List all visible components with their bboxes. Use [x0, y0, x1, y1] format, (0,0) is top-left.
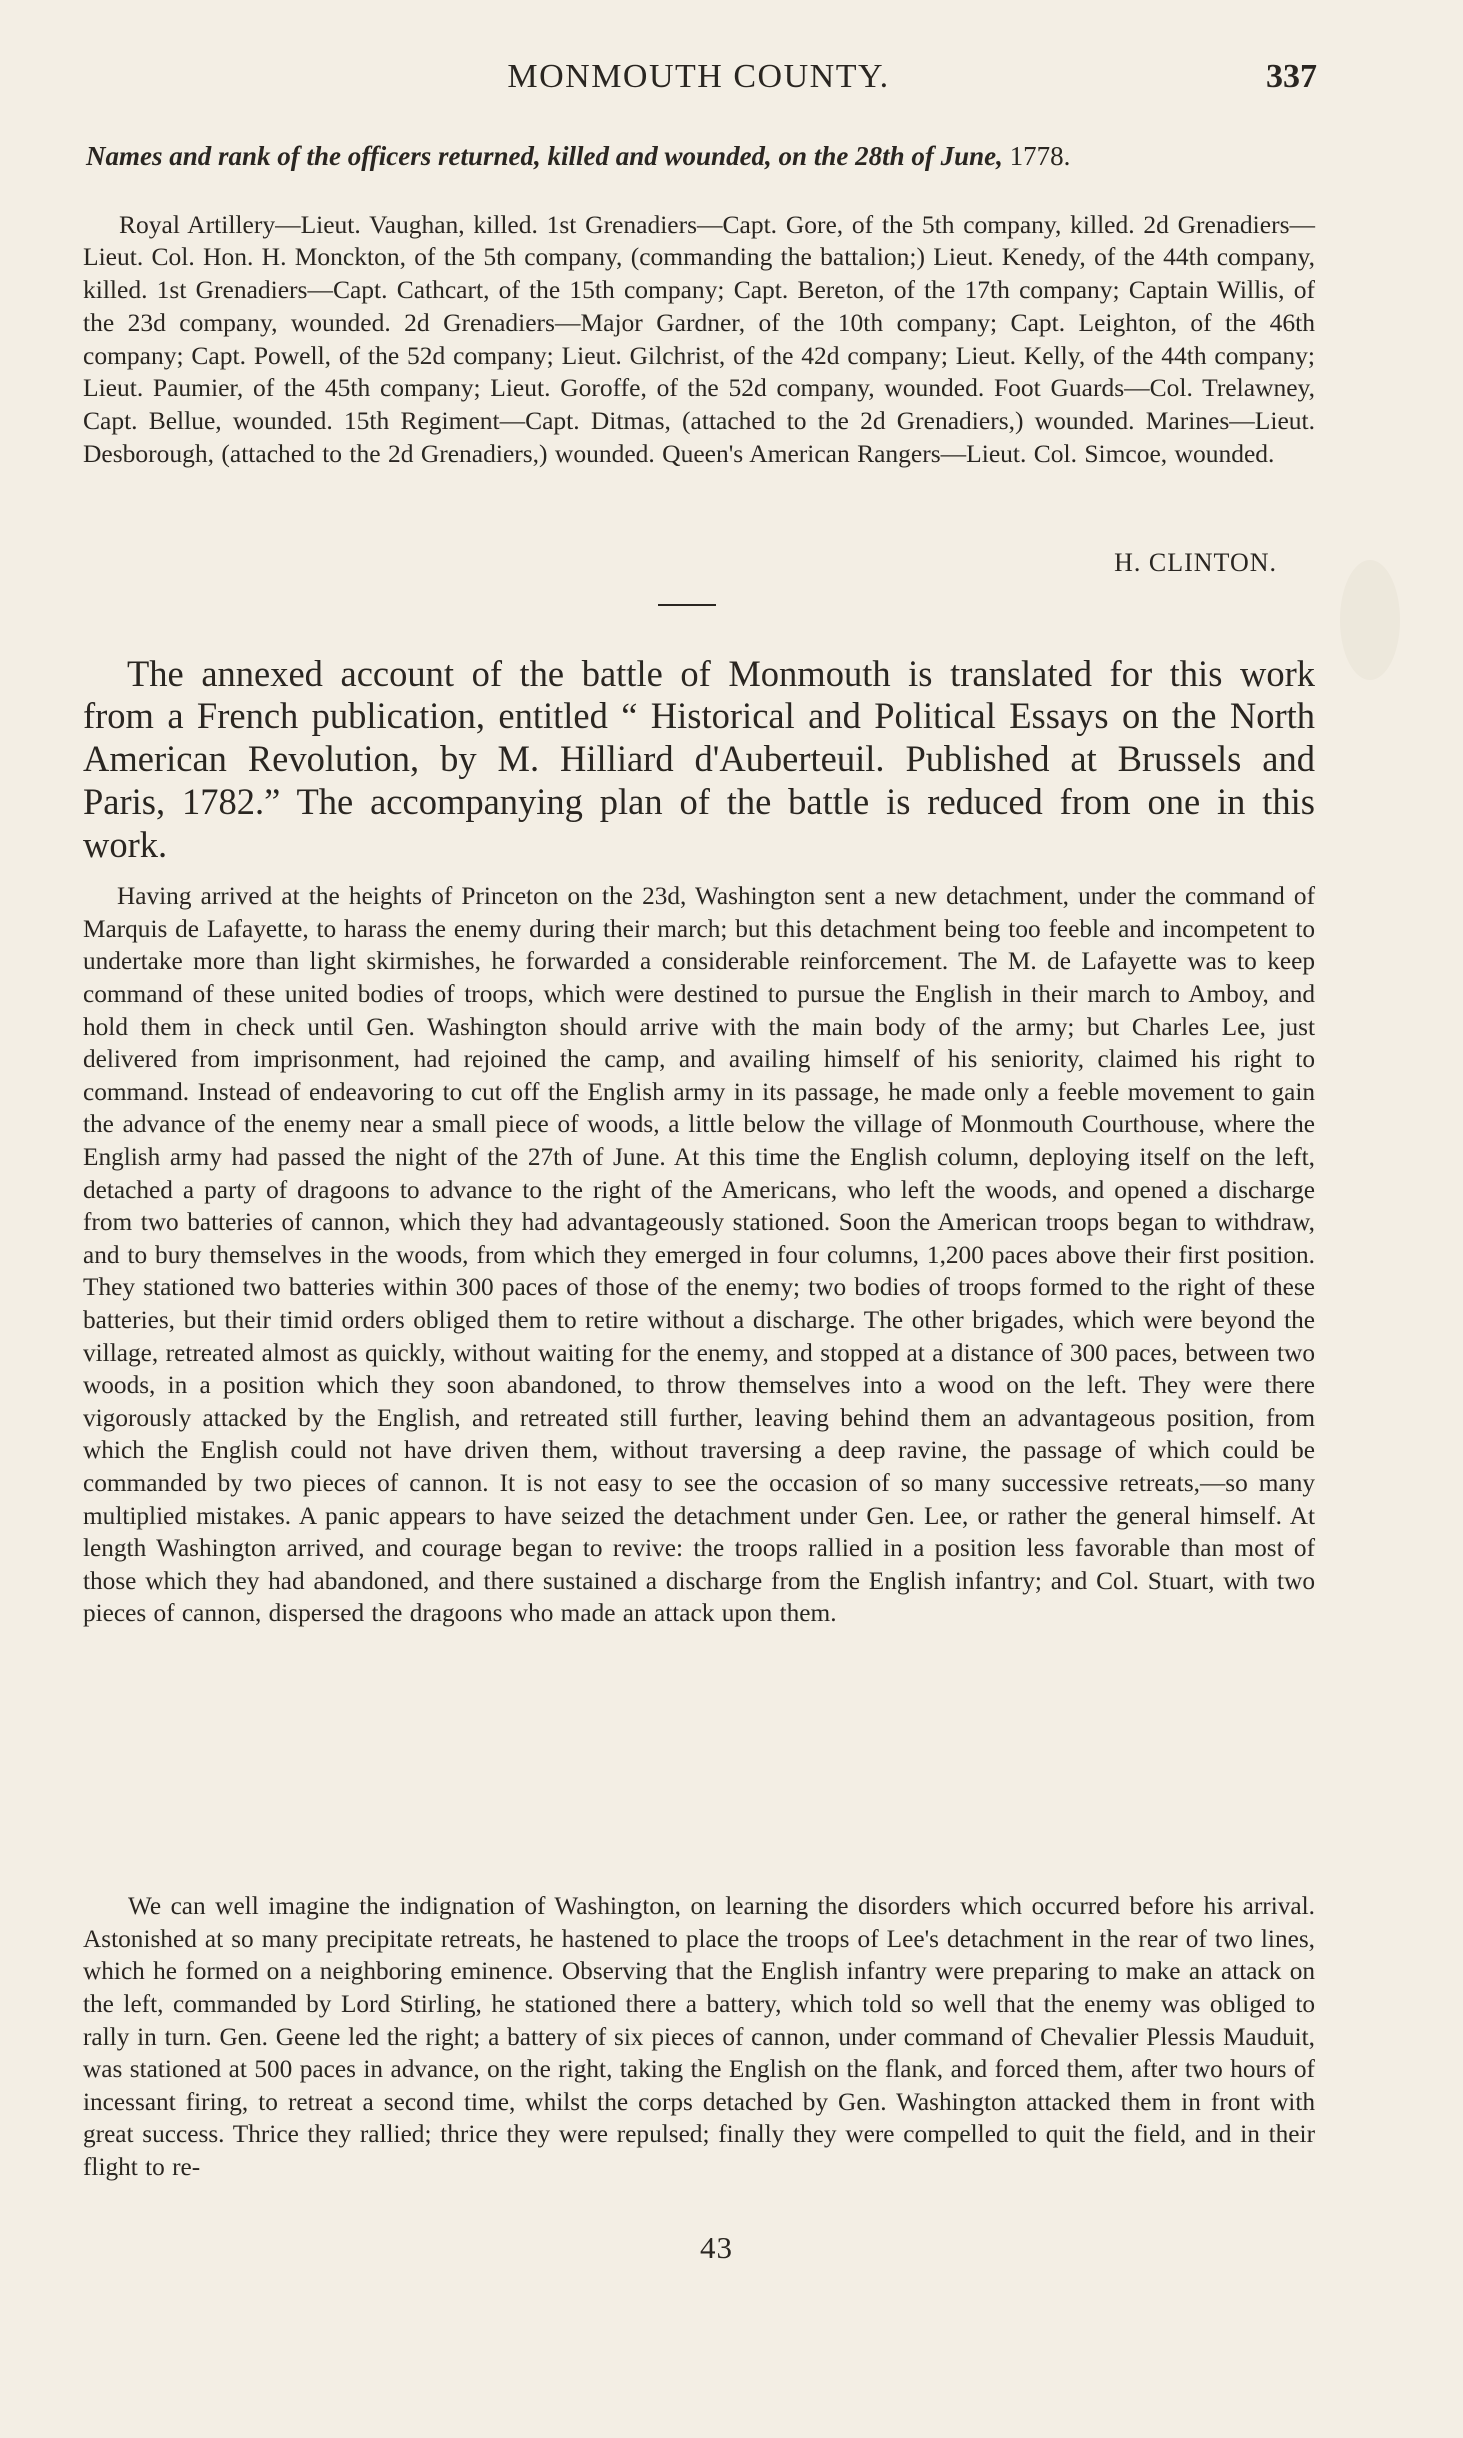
signature-mark: 43	[700, 2230, 733, 2265]
heading-italic: Names and rank of the officers returned, killed and wounded, on the	[86, 141, 856, 171]
heading-rest: of June,	[904, 141, 1010, 171]
body-paragraph-1: Having arrived at the heights of Princeton on the 23d, Washington sent a new detachment, under the command of Marquis de Lafayette, to harass the enemy during their march; but this detachment being too feeble and incompetent to undertake more than light skirmishes, he forwarded a considerable reinforcement. The M. de Lafayette was to keep command of these united bodies of troops, which were destined to pursue the English in their march to Amboy, and hold them in check until Gen. Washington should arrive with the main body of the army; but Charles Lee, just delivered from imprisonment, had rejoined the camp, and availing himself of his seniority, claimed his right to command. Instead of endeavoring to cut off the English army in its passage, he made only a feeble movement to gain the advance of the enemy near a small piece of woods, a little below the village of Monmouth Courthouse, where the English army had passed the night of the 27th of June. At this time the English column, deploying itself on the left, detached a party of dragoons to advance to the right of the Americans, who left the woods, and opened a discharge from two batteries of cannon, which they had advantageously stationed. Soon the American troops began to withdraw, and to bury themselves in the woods, from which they emerged in four columns, 1,200 paces above their first position. They stationed two batteries within 300 paces of those of the enemy; two bodies of troops formed to the right of these batteries, but their timid orders obliged them to retire without a discharge. The other brigades, which were beyond the village, retreated almost as quickly, without waiting for the enemy, and stopped at a distance of 300 paces, between two woods, in a position which they soon abandoned, to throw themselves into a wood on the left. They were there vigorously attacked by the English, and retreated still further, leaving behind them an advantageous position, from which the English could not have driven them, without traversing a deep ravine, the passage of which could be commanded by two pieces of cannon. It is not easy to see the occasion of so many successive retreats,—so many multiplied mistakes. A panic appears to have seized the detachment under Gen. Lee, or rather the general himself. At length Washington arrived, and courage began to revive: the troops rallied in a position less favorable than most of those which they had abandoned, and there sustained a discharge from the English infantry; and Col. Stuart, with two pieces of cannon, dispersed the dragoons who made an attack upon them.	[83, 882, 1315, 1628]
officers-list-paragraph: Royal Artillery—Lieut. Vaughan, killed. 1st Grenadiers—Capt. Gore, of the 5th company, killed. 2d Grenadiers—Lieut. Col. Hon. H. Monckton, of the 5th company, (commanding the battalion;) Lieut. Kenedy, of the 44th company, killed. 1st Grenadiers—Capt. Cathcart, of the 15th company; Capt. Bereton, of the 17th company; Captain Willis, of the 23d company, wounded. 2d Grenadiers—Major Gardner, of the 10th company; Capt. Leighton, of the 46th company; Capt. Powell, of the 52d company; Lieut. Gilchrist, of the 42d company; Lieut. Kelly, of the 44th company; Lieut. Paumier, of the 45th company; Lieut. Goroffe, of the 52d company, wounded. Foot Guards—Col. Trelawney, Capt. Bellue, wounded. 15th Regiment—Capt. Ditmas, (attached to the 2d Grenadiers,) wounded. Marines—Lieut. Desborough, (attached to the 2d Grenadiers,) wounded. Queen's American Rangers—Lieut. Col. Simcoe, wounded.	[83, 209, 1315, 469]
heading-year: 1778.	[1009, 141, 1071, 171]
signature: H. CLINTON.	[1114, 548, 1277, 577]
section-divider	[658, 604, 716, 606]
heading-date: 28th	[855, 141, 905, 171]
page-header	[80, 58, 1317, 108]
page-number: 337	[1266, 58, 1317, 95]
intro-paragraph: The annexed account of the battle of Monmouth is translated for this work from a French publication, entitled “ Historical and Political Essays on the North American Revolution, by M. Hilliard d'Auberteuil. Published at Brussels and Paris, 1782.” The accompanying plan of the battle is reduced from one in this work.	[83, 652, 1315, 865]
running-head: MONMOUTH COUNTY.	[507, 58, 890, 95]
section-heading	[86, 140, 1318, 172]
body-paragraph-2: We can well imagine the indignation of Washington, on learning the disorders which occurred before his arrival. Astonished at so many precipitate retreats, he hastened to place the troops of Lee's detachment in the rear of two lines, which he formed on a neighboring eminence. Observing that the English infantry were preparing to make an attack on the left, commanded by Lord Stirling, he stationed there a battery, which told so well that the enemy was obliged to rally in turn. Gen. Geene led the right; a battery of six pieces of cannon, under command of Chevalier Plessis Mauduit, was stationed at 500 paces in advance, on the right, taking the English on the flank, and forced them, after two hours of incessant firing, to retreat a second time, whilst the corps detached by Gen. Washington attacked them in front with great success. Thrice they rallied; thrice they were repulsed; finally they were compelled to quit the field, and in their flight to re-	[83, 1892, 1315, 2182]
paper-stain	[1340, 560, 1400, 680]
